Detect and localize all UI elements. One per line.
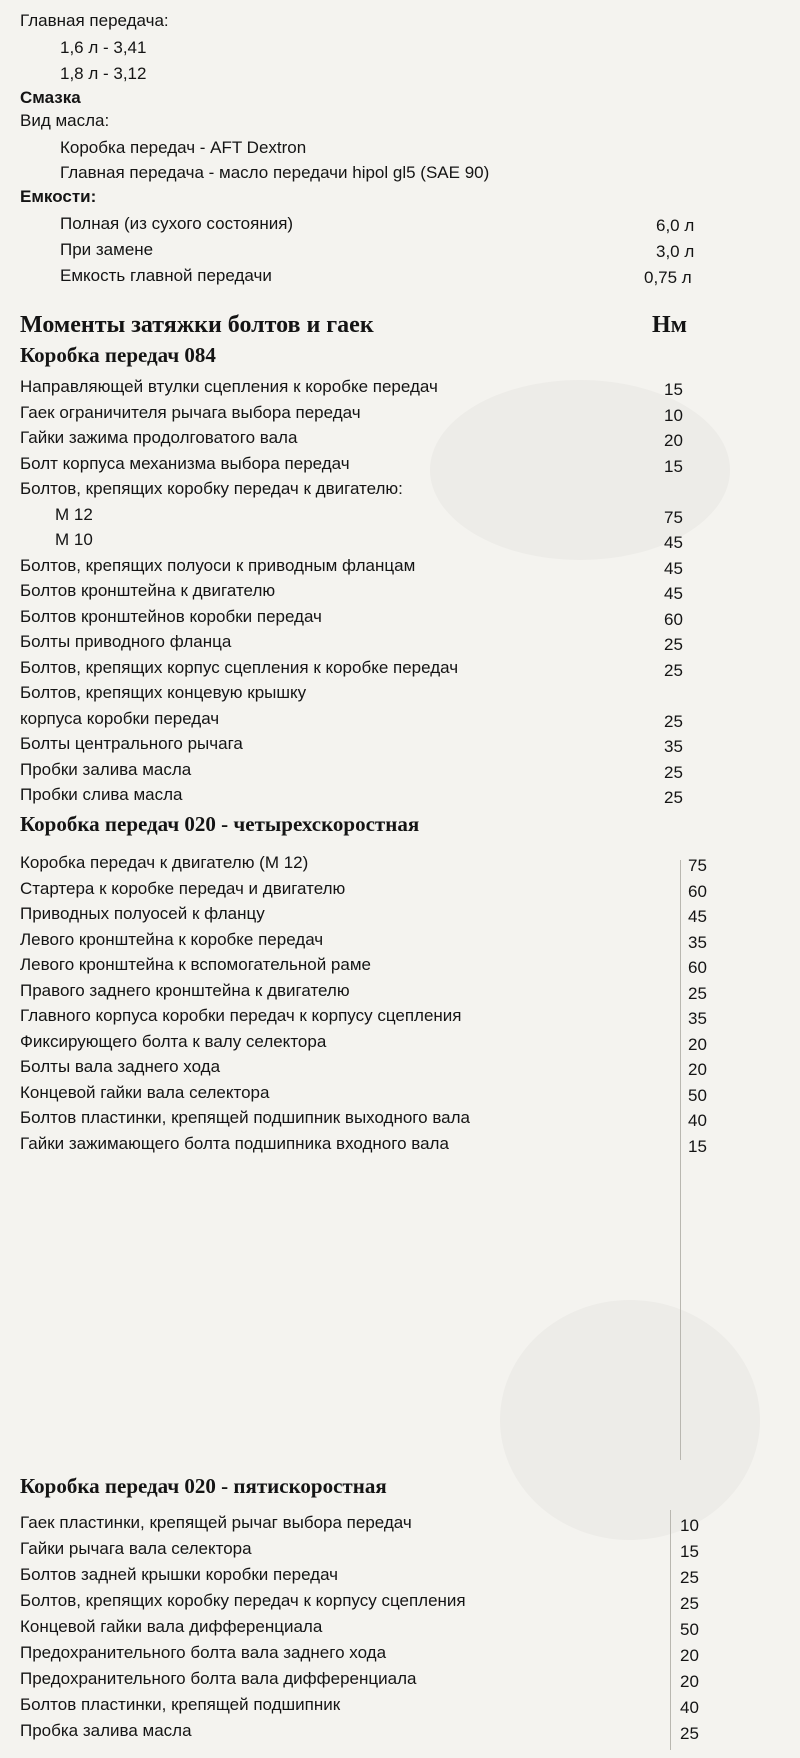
torque-row-value: 10 <box>680 1516 699 1535</box>
torque-row-value: 20 <box>680 1672 699 1691</box>
torque-row-value: 75 <box>688 856 707 875</box>
torque-title: Моменты затяжки болтов и гаек <box>20 312 374 338</box>
oil-type-label: Вид масла: <box>20 111 110 130</box>
torque-row-value: 10 <box>664 405 683 425</box>
torque-row-label: Болтов задней крышки коробки передач <box>20 1565 339 1584</box>
torque-row-label: Направляющей втулки сцепления к коробке передач <box>20 377 438 396</box>
torque-row-label: Правого заднего кронштейна к двигателю <box>20 980 350 1000</box>
torque-row-value: 45 <box>664 533 683 552</box>
torque-row-label: Болт корпуса механизма выбора передач <box>20 453 350 473</box>
torque-row-label: Болтов пластинки, крепящей подшипник <box>20 1695 341 1714</box>
capacity-label: Емкость главной передачи <box>60 266 272 285</box>
torque-row-value: 15 <box>664 456 683 476</box>
column-divider <box>670 1510 671 1750</box>
torque-row-label: Болтов, крепящих коробку передач к корпусу сцепления <box>20 1591 466 1610</box>
torque-row-label: Главного корпуса коробки передач к корпусу сцепления <box>20 1006 462 1025</box>
torque-row-label: Гайки зажимающего болта подшипника входного вала <box>20 1133 449 1153</box>
torque-row-value: 45 <box>688 907 707 926</box>
torque-row-label: Стартера к коробке передач и двигателю <box>20 878 346 898</box>
torque-row-label: Болтов, крепящих корпус сцепления к коробке передач <box>20 657 459 677</box>
section-title-084: Коробка передач 084 <box>20 343 216 367</box>
torque-row-label: Предохранительного болта вала дифференциала <box>20 1669 417 1688</box>
torque-row-value: 35 <box>688 932 707 952</box>
torque-row-label: Болтов, крепящих коробку передач к двигателю: <box>20 479 403 498</box>
torque-row-value: 25 <box>664 635 683 654</box>
torque-row-value: 25 <box>664 762 683 782</box>
torque-row-value: 40 <box>680 1698 699 1717</box>
torque-row-value: 20 <box>680 1646 699 1665</box>
capacity-value: 0,75 л <box>644 268 692 287</box>
torque-row-label: Концевой гайки вала селектора <box>20 1082 270 1102</box>
torque-row-value: 15 <box>664 380 683 399</box>
capacity-label: При замене <box>60 240 154 259</box>
torque-row-value: 25 <box>664 788 683 807</box>
torque-row-value: 50 <box>688 1085 707 1105</box>
torque-row-label: М 12 <box>55 504 93 524</box>
torque-row-value: 60 <box>688 881 707 901</box>
torque-row-label: Фиксирующего болта к валу селектора <box>20 1031 327 1051</box>
torque-row-label: Болты центрального рычага <box>20 734 243 753</box>
torque-row-label: Гайки рычага вала селектора <box>20 1539 252 1558</box>
torque-row-value: 45 <box>664 584 683 603</box>
main-gear-ratio-16: 1,6 л - 3,41 <box>60 38 147 57</box>
torque-row-label: Болтов, крепящих полуоси к приводным фланцам <box>20 555 416 575</box>
torque-unit: Нм <box>652 312 688 338</box>
torque-row-label: Пробки залива масла <box>20 759 192 779</box>
torque-row-value: 35 <box>688 1009 707 1028</box>
capacity-label: Полная (из сухого состояния) <box>60 214 294 233</box>
torque-row-value: 25 <box>664 660 683 680</box>
torque-row-value: 20 <box>688 1034 707 1054</box>
torque-row-label: Предохранительного болта вала заднего хода <box>20 1643 387 1662</box>
torque-row-value: 15 <box>680 1542 699 1561</box>
torque-row-value: 35 <box>664 737 683 756</box>
torque-row-label: корпуса коробки передач <box>20 708 220 728</box>
capacity-value: 3,0 л <box>656 242 695 261</box>
torque-row-value: 25 <box>680 1568 699 1587</box>
section-title-020-4: Коробка передач 020 - четырехскоростная <box>20 812 420 836</box>
section-title-020-5: Коробка передач 020 - пятискоростная <box>20 1474 387 1498</box>
torque-row-label: М 10 <box>55 530 93 549</box>
torque-row-label: Коробка передач к двигателю (М 12) <box>20 853 309 872</box>
torque-row-value: 75 <box>664 507 683 527</box>
torque-row-label: Левого кронштейна к вспомогательной раме <box>20 955 371 974</box>
torque-row-label: Концевой гайки вала дифференциала <box>20 1617 323 1636</box>
torque-row-label: Болтов, крепящих концевую крышку <box>20 683 307 702</box>
torque-row-value: 20 <box>664 431 683 450</box>
column-divider <box>680 860 681 1460</box>
torque-row-label: Левого кронштейна к коробке передач <box>20 929 324 949</box>
paper-stain <box>500 1300 760 1540</box>
capacities-heading: Емкости: <box>20 187 97 206</box>
torque-row-value: 40 <box>688 1111 707 1130</box>
torque-row-label: Гаек пластинки, крепящей рычаг выбора передач <box>20 1513 412 1532</box>
torque-row-value: 45 <box>664 558 683 578</box>
oil-gearbox: Коробка передач - AFT Dextron <box>60 138 307 157</box>
torque-row-label: Пробки слива масла <box>20 785 183 804</box>
torque-row-value: 25 <box>680 1724 699 1743</box>
capacity-value: 6,0 л <box>656 216 695 235</box>
torque-row-value: 15 <box>688 1136 707 1156</box>
torque-row-value: 25 <box>680 1594 699 1613</box>
main-gear-label: Главная передача: <box>20 11 169 30</box>
torque-row-value: 25 <box>688 983 707 1003</box>
oil-main-gear: Главная передача - масло передачи hipol gl5 (SAE 90) <box>60 163 490 182</box>
torque-row-value: 60 <box>688 958 707 977</box>
paper-stain <box>430 380 730 560</box>
lubrication-heading: Смазка <box>20 88 81 107</box>
torque-row-label: Болты приводного фланца <box>20 632 232 651</box>
torque-row-value: 20 <box>688 1060 707 1079</box>
torque-row-value: 60 <box>664 609 683 629</box>
torque-row-label: Пробка залива масла <box>20 1721 192 1740</box>
torque-row-value: 50 <box>680 1620 699 1639</box>
torque-row-label: Болтов кронштейна к двигателю <box>20 581 276 600</box>
torque-row-label: Гаек ограничителя рычага выбора передач <box>20 402 361 422</box>
torque-row-value: 25 <box>664 711 683 731</box>
torque-row-label: Болты вала заднего хода <box>20 1057 221 1076</box>
torque-row-label: Болтов пластинки, крепящей подшипник выходного вала <box>20 1108 470 1127</box>
torque-row-label: Приводных полуосей к фланцу <box>20 904 265 923</box>
torque-row-label: Болтов кронштейнов коробки передач <box>20 606 322 626</box>
main-gear-ratio-18: 1,8 л - 3,12 <box>60 64 147 83</box>
torque-row-label: Гайки зажима продолговатого вала <box>20 428 298 447</box>
